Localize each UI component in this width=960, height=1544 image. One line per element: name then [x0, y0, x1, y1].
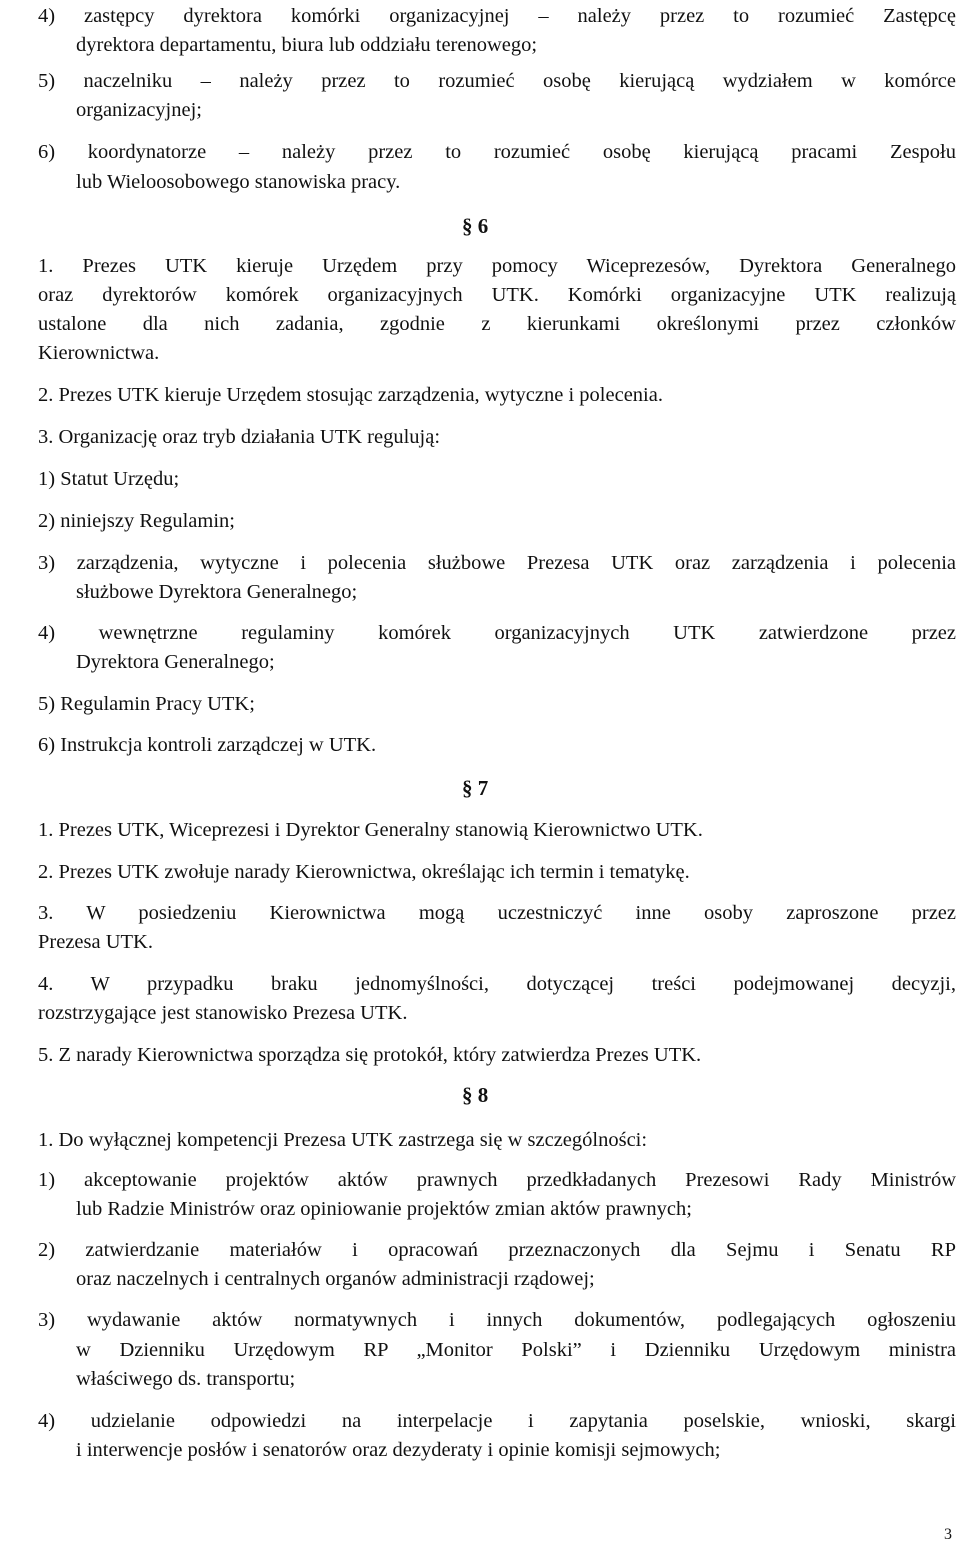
- text-line: oraz dyrektorów komórek organizacyjnych UTK. Komórki organizacyjne UTK realizują: [38, 284, 956, 306]
- text-line: Kierownictwa.: [38, 342, 160, 364]
- section-heading-6: § 6: [462, 214, 489, 238]
- text-line: lub Wieloosobowego stanowiska pracy.: [76, 171, 401, 193]
- text-line: 1. Do wyłącznej kompetencji Prezesa UTK zastrzega się w szczególności:: [38, 1129, 648, 1151]
- text-line: 5. Z narady Kierownictwa sporządza się protokół, który zatwierdza Prezes UTK.: [38, 1044, 702, 1066]
- text-line: służbowe Dyrektora Generalnego;: [76, 581, 358, 603]
- text-line: 4) wewnętrzne regulaminy komórek organizacyjnych UTK zatwierdzone przez: [38, 622, 956, 644]
- text-line: 4) zastępcy dyrektora komórki organizacyjnej – należy przez to rozumieć Zastępcę: [38, 5, 956, 27]
- text-line: 4. W przypadku braku jednomyślności, dotyczącej treści podejmowanej decyzji,: [38, 973, 956, 995]
- text-line: 2. Prezes UTK kieruje Urzędem stosując zarządzenia, wytyczne i polecenia.: [38, 384, 663, 406]
- text-line: 3) zarządzenia, wytyczne i polecenia służbowe Prezesa UTK oraz zarządzenia i polecenia: [38, 552, 956, 574]
- section-heading-7: § 7: [462, 776, 489, 800]
- section-heading-8: § 8: [462, 1083, 489, 1107]
- text-line: Prezesa UTK.: [38, 931, 153, 953]
- text-line: 1) akceptowanie projektów aktów prawnych przedkładanych Prezesowi Rady Ministrów: [38, 1169, 956, 1191]
- text-line: lub Radzie Ministrów oraz opiniowanie projektów zmian aktów prawnych;: [76, 1198, 692, 1220]
- text-line: 5) naczelniku – należy przez to rozumieć osobę kierującą wydziałem w komórce: [38, 70, 956, 92]
- text-line: 1. Prezes UTK kieruje Urzędem przy pomocy Wiceprezesów, Dyrektora Generalnego: [38, 255, 956, 277]
- text-line: 2) niniejszy Regulamin;: [38, 510, 235, 532]
- text-line: 4) udzielanie odpowiedzi na interpelacje i zapytania poselskie, wnioski, skargi: [38, 1410, 956, 1432]
- text-line: dyrektora departamentu, biura lub oddziału terenowego;: [76, 34, 538, 56]
- text-line: 6) Instrukcja kontroli zarządczej w UTK.: [38, 734, 377, 756]
- text-line: właściwego ds. transportu;: [76, 1368, 296, 1390]
- page-number: 3: [944, 1526, 952, 1543]
- text-line: ustalone dla nich zadania, zgodnie z kierunkami określonymi przez członków: [38, 313, 956, 335]
- text-line: 1) Statut Urzędu;: [38, 468, 180, 490]
- text-line: oraz naczelnych i centralnych organów administracji rządowej;: [76, 1268, 595, 1290]
- text-line: 2. Prezes UTK zwołuje narady Kierownictwa, określając ich termin i tematykę.: [38, 861, 690, 883]
- text-line: 2) zatwierdzanie materiałów i opracowań przeznaczonych dla Sejmu i Senatu RP: [38, 1239, 956, 1261]
- text-line: 6) koordynatorze – należy przez to rozumieć osobę kierującą pracami Zespołu: [38, 141, 956, 163]
- text-line: 3) wydawanie aktów normatywnych i innych dokumentów, podlegających ogłoszeniu: [38, 1309, 956, 1331]
- text-line: 3. Organizację oraz tryb działania UTK regulują:: [38, 426, 441, 448]
- text-line: 5) Regulamin Pracy UTK;: [38, 693, 255, 715]
- text-line: Dyrektora Generalnego;: [76, 651, 275, 673]
- text-line: 3. W posiedzeniu Kierownictwa mogą uczestniczyć inne osoby zaproszone przez: [38, 902, 956, 924]
- text-line: w Dzienniku Urzędowym RP „Monitor Polski” i Dzienniku Urzędowym ministra: [76, 1339, 956, 1361]
- text-line: organizacyjnej;: [76, 99, 202, 121]
- text-line: 1. Prezes UTK, Wiceprezesi i Dyrektor Generalny stanowią Kierownictwo UTK.: [38, 819, 703, 841]
- text-line: i interwencje posłów i senatorów oraz dezyderaty i opinie komisji sejmowych;: [76, 1439, 721, 1461]
- text-line: rozstrzygające jest stanowisko Prezesa UTK.: [38, 1002, 408, 1024]
